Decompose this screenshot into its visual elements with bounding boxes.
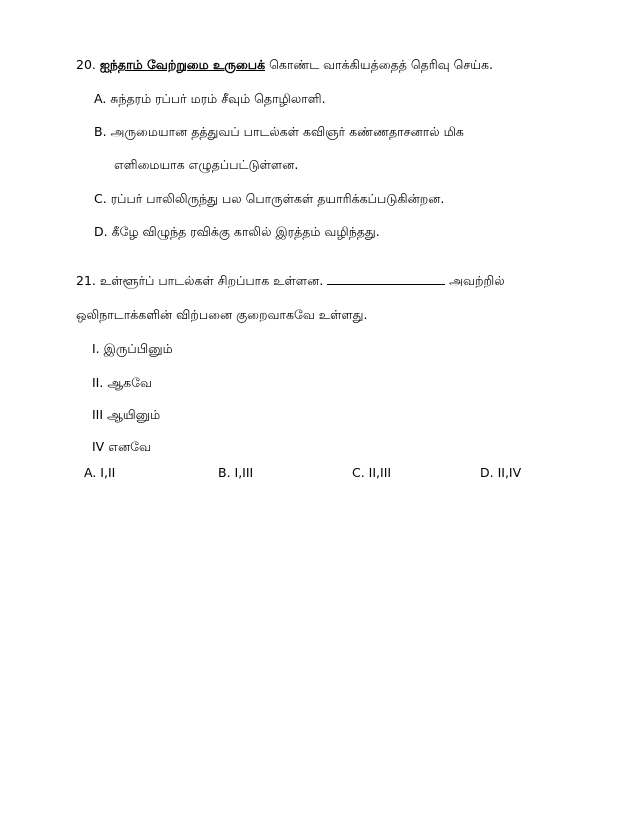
q20-stem	[76, 56, 493, 74]
choice-label: IV	[92, 439, 105, 454]
option-label: B.	[94, 124, 107, 139]
q20-stem-text: கொண்ட வாக்கியத்தைத் தெரிவு செய்க.	[269, 57, 493, 72]
q20-option-d	[94, 223, 380, 241]
q21-choice-2	[92, 374, 152, 392]
choice-text: ஆகவே	[107, 375, 152, 390]
q20-option-a	[94, 90, 326, 108]
q21-answer-c: C. II,III	[352, 465, 392, 480]
option-label: C.	[94, 191, 107, 206]
q21-answer-d: D. II,IV	[480, 465, 522, 480]
option-text: சுந்தரம் ரப்பர் மரம் சீவும் தொழிலாளி.	[110, 91, 326, 106]
choice-label: I.	[92, 341, 100, 356]
choice-text: இருப்பினும்	[103, 341, 173, 356]
q21-blank	[327, 272, 445, 285]
q20-option-c	[94, 190, 444, 208]
choice-label: III	[92, 407, 104, 422]
q21-number: 21.	[76, 273, 96, 288]
option-label: D.	[94, 224, 108, 239]
q21-choice-4	[92, 438, 151, 456]
option-text: அருமையான தத்துவப் பாடல்கள் கவிஞர் கண்ணதாசனால் மிக	[110, 124, 464, 139]
q20-keyword: ஐந்தாம் வேற்றுமை உருபைக்	[99, 57, 266, 72]
q20-option-b-cont: எளிமையாக எழுதப்பட்டுள்ளன.	[114, 157, 299, 172]
option-text: ரப்பர் பாலிலிருந்து பல பொருள்கள் தயாரிக்கப்படுகின்றன.	[110, 191, 445, 206]
q21-stem	[76, 272, 505, 290]
q21-stem-text-end: அவற்றில்	[449, 273, 505, 288]
q21-choice-1	[92, 340, 173, 358]
option-text: கீழே விழுந்த ரவிக்கு காலில் இரத்தம் வழிந்தது.	[111, 224, 380, 239]
q21-choice-3	[92, 406, 160, 424]
q21-stem-line2: ஒலிநாடாக்களின் விற்பனை குறைவாகவே உள்ளது.	[76, 307, 368, 322]
choice-text: ஆயினும்	[107, 407, 161, 422]
q21-answer-a: A. I,II	[84, 465, 116, 480]
q21-answer-b: B. I,III	[218, 465, 254, 480]
q20-option-b	[94, 123, 464, 141]
q21-stem-text: உள்ளூர்ப் பாடல்கள் சிறப்பாக உள்ளன.	[99, 273, 324, 288]
choice-text: எனவே	[108, 439, 151, 454]
choice-label: II.	[92, 375, 104, 390]
q20-number: 20.	[76, 57, 96, 72]
option-label: A.	[94, 91, 107, 106]
